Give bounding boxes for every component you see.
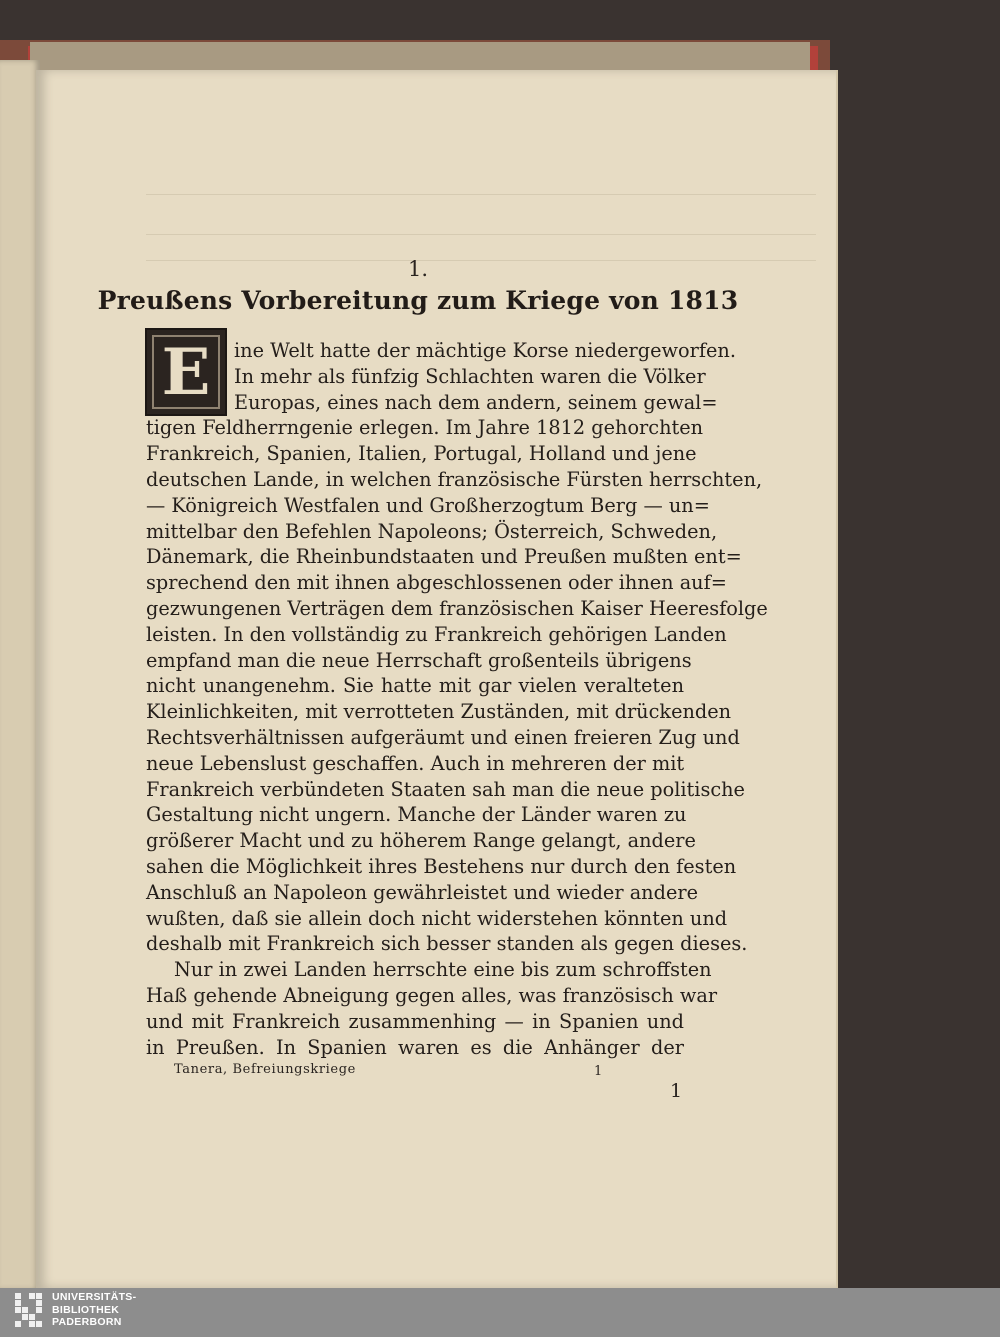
text-line: Europas, eines nach dem andern, seinem gewal= (234, 390, 718, 414)
text-line: In mehr als fünfzig Schlachten waren die Völker (234, 364, 706, 388)
text-line: ine Welt hatte der mächtige Korse niedergeworfen. (234, 339, 736, 362)
text-line: mittelbar den Befehlen Napoleons; Österreich, Schweden, (146, 519, 718, 543)
text-line: leisten. In den vollständig zu Frankreich gehörigen Landen (146, 622, 727, 646)
page-number: 1 (670, 1080, 683, 1102)
text-line: Frankreich verbündeten Staaten sah man die neue politische (146, 777, 745, 801)
text-line: sahen die Möglichkeit ihres Bestehens nur durch den festen (146, 854, 737, 878)
text-line: Kleinlichkeiten, mit verrotteten Zuständen, mit drückenden (146, 700, 732, 724)
text-line: Dänemark, die Rheinbundstaaten und Preußen mußten ent= (146, 545, 742, 569)
text-line: deutschen Lande, in welchen französische Fürsten herrschten, (146, 467, 763, 491)
book-top-edge (30, 42, 810, 72)
text-line: wußten, daß sie allein doch nicht widerstehen könnten und (146, 906, 728, 930)
left-page-edge (0, 60, 40, 1290)
library-footer-bar (0, 1288, 1000, 1337)
text-line: Gestaltung nicht ungern. Manche der Länder waren zu (146, 803, 687, 827)
text-line: Rechtsverhältnissen aufgeräumt und einen freieren Zug und (146, 725, 740, 749)
library-name-line: UNIVERSITÄTS- (52, 1291, 137, 1303)
text-line: und mit Frankreich zusammenhing — in Spanien und (146, 1009, 684, 1033)
library-logo-icon (15, 1293, 43, 1333)
body-text (146, 338, 768, 1060)
signature-mark: Tanera, Befreiungskriege (174, 1062, 356, 1077)
text-line: Haß gehende Abneigung gegen alles, was französisch war (146, 983, 718, 1007)
text-line: Nur in zwei Landen herrschte eine bis zum schroffsten (174, 958, 712, 982)
text-line: deshalb mit Frankreich sich besser standen als gegen dieses. (146, 932, 748, 956)
chapter-title: Preußens Vorbereitung zum Kriege von 1813 (97, 286, 739, 315)
text-line: größerer Macht und zu höherem Range gelangt, andere (146, 829, 696, 853)
text-line: — Königreich Westfalen und Großherzogtum Berg — un= (146, 493, 710, 517)
library-name-line: PADERBORN (52, 1316, 122, 1328)
library-name-line: BIBLIOTHEK (52, 1303, 120, 1316)
library-name (52, 1291, 136, 1329)
text-line: nicht unangenehm. Sie hatte mit gar vielen veralteten (146, 674, 684, 698)
text-line: Anschluß an Napoleon gewährleistet und wieder andere (146, 880, 698, 904)
chapter-number: 1. (407, 257, 429, 281)
text-line: neue Lebenslust geschaffen. Auch in mehreren der mit (146, 751, 685, 775)
text-line: gezwungenen Verträgen dem französischen Kaiser Heeresfolge (146, 596, 768, 620)
text-line: Frankreich, Spanien, Italien, Portugal, Holland und jene (146, 442, 697, 466)
text-line: tigen Feldherrngenie erlegen. Im Jahre 1812 gehorchten (146, 416, 704, 440)
text-line: empfand man die neue Herrschaft großenteils übrigens (146, 648, 692, 672)
text-line: in Preußen. In Spanien waren es die Anhänger der (146, 1035, 684, 1059)
show-through-line (146, 180, 816, 195)
text-line: sprechend den mit ihnen abgeschlossenen oder ihnen auf= (146, 571, 727, 595)
show-through-line (146, 220, 816, 235)
signature-number: 1 (594, 1064, 603, 1079)
decorated-initial-letter: E (145, 328, 227, 416)
